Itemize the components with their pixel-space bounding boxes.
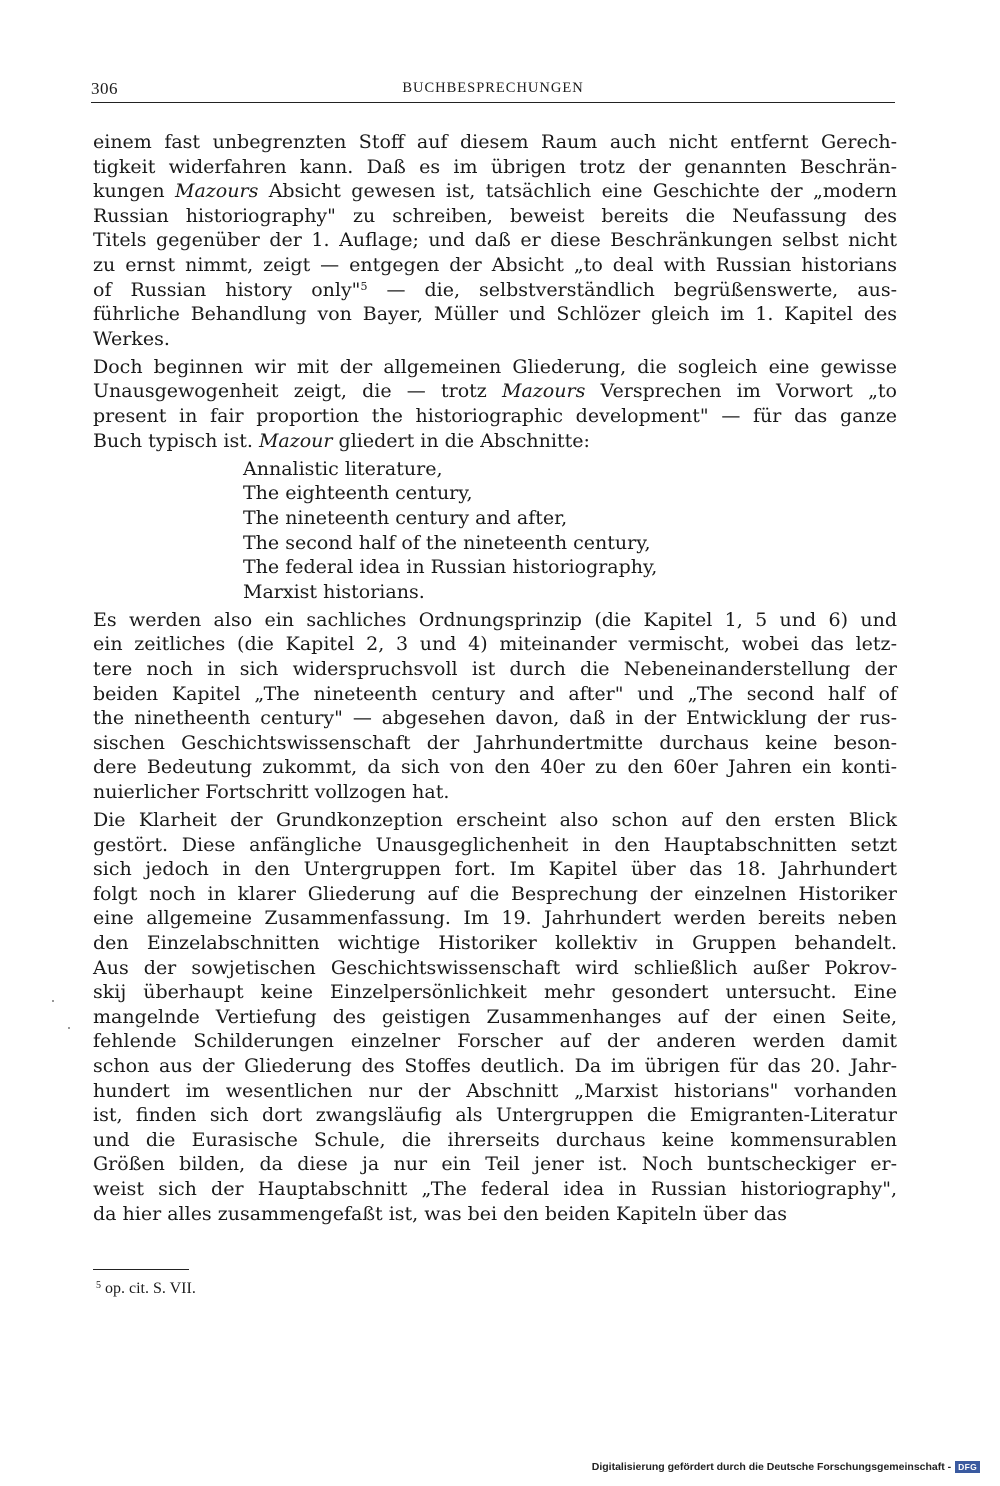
- text-line: den Einzelabschnitten wichtige Historiker kollektiv in Gruppen behandelt.: [93, 932, 897, 954]
- text-line: folgt noch in klarer Gliederung auf die Besprechung der einzelnen Historiker: [93, 882, 897, 905]
- text-line: Doch beginnen wir mit der allgemeinen Gliederung, die sogleich eine gewisse: [93, 355, 897, 378]
- dfg-logo: DFG: [955, 1461, 980, 1473]
- text-line: mangelnde Vertiefung des geistigen Zusammenhanges auf der einen Seite,: [93, 1005, 897, 1028]
- text-line: of Russian history only"$^5$ — die, selbstverständlich begrüßenswerte, aus-: [93, 278, 897, 301]
- chapter-list: [93, 457, 897, 605]
- chapter-list-item: The nineteenth century and after,: [243, 506, 568, 529]
- chapter-list-item: Marxist historians.: [243, 580, 425, 603]
- footnote: [96, 1280, 196, 1298]
- text-line: kungen Mazours Absicht gewesen ist, tatsächlich eine Geschichte der „modern: [93, 180, 897, 203]
- footnote-text: op. cit. S. VII.: [105, 1280, 196, 1297]
- text-line: gestört. Diese anfängliche Unausgeglichenheit in den Hauptabschnitten setzt: [93, 833, 897, 856]
- text-line: zu ernst nimmt, zeigt — entgegen der Absicht „to deal with Russian historians: [93, 253, 897, 276]
- text-line: einem fast unbegrenzten Stoff auf diesem Raum auch nicht entfernt Gerech-: [93, 131, 897, 153]
- digitization-text: Digitalisierung gefördert durch die Deutsche Forschungsgemeinschaft -: [591, 1461, 952, 1473]
- text-line: tigkeit widerfahren kann. Daß es im übrigen trotz der genannten Beschrän-: [93, 155, 897, 178]
- chapter-list-item: The federal idea in Russian historiography,: [243, 556, 658, 579]
- text-line: Buch typisch ist. Mazour gliedert in die Abschnitte:: [93, 429, 590, 452]
- text-line: Größen bilden, da diese ja nur ein Teil jener ist. Noch buntscheckiger er-: [93, 1153, 897, 1176]
- chapter-list-item: The second half of the nineteenth century,: [243, 531, 651, 554]
- body-text: [93, 130, 897, 1230]
- text-line: dere Bedeutung zukommt, da sich von den 40er zu den 60er Jahren ein konti-: [93, 756, 897, 779]
- scan-speck: [68, 1027, 70, 1029]
- text-line: sich jedoch in den Untergruppen fort. Im Kapitel über das 18. Jahrhundert: [93, 858, 897, 881]
- text-line: beiden Kapitel „The nineteenth century and after" und „The second half of: [93, 682, 897, 705]
- digitization-note: [592, 1461, 980, 1473]
- text-line: Die Klarheit der Grundkonzeption erscheint also schon auf den ersten Blick: [93, 809, 897, 832]
- chapter-list-item: The eighteenth century,: [243, 482, 473, 505]
- text-line: weist sich der Hauptabschnitt „The federal idea in Russian historiography",: [93, 1177, 897, 1200]
- chapter-list-item: Annalistic literature,: [243, 457, 443, 480]
- text-line: eine allgemeine Zusammenfassung. Im 19. Jahrhundert werden bereits neben: [93, 907, 897, 930]
- text-line: da hier alles zusammengefaßt ist, was bei den beiden Kapiteln über das: [93, 1202, 787, 1225]
- footnote-rule: [93, 1269, 189, 1270]
- text-line: nuierlicher Fortschritt vollzogen hat.: [93, 780, 450, 803]
- text-line: tere noch in sich widerspruchsvoll ist durch die Nebeneinanderstellung der: [93, 657, 897, 680]
- text-line: Es werden also ein sachliches Ordnungsprinzip (die Kapitel 1, 5 und 6) und: [93, 608, 897, 631]
- text-line: und die Eurasische Schule, die ihrerseits durchaus keine kommensurablen: [93, 1128, 897, 1151]
- text-line: ein zeitliches (die Kapitel 2, 3 und 4) miteinander vermischt, wobei das letz-: [93, 633, 897, 656]
- scan-speck: [52, 1000, 54, 1002]
- text-line: ist, finden sich dort zwangsläufig als Untergruppen die Emigranten-Literatur: [93, 1104, 897, 1127]
- text-line: schon aus der Gliederung des Stoffes deutlich. Da im übrigen für das 20. Jahr-: [93, 1054, 897, 1077]
- text-line: the ninetheenth century" — abgesehen davon, daß in der Entwicklung der rus-: [93, 707, 897, 730]
- text-line: Titels gegenüber der 1. Auflage; und daß er diese Beschränkungen selbst nicht: [93, 229, 897, 252]
- text-line: sischen Geschichtswissenschaft der Jahrhundertmitte durchaus keine beson-: [93, 731, 897, 754]
- page-header: [91, 78, 895, 103]
- text-line: Unausgewogenheit zeigt, die — trotz Mazours Versprechen im Vorwort „to: [93, 380, 897, 403]
- text-line: present in fair proportion the historiographic development" — für das ganze: [93, 405, 897, 428]
- text-line: Werkes.: [93, 327, 170, 350]
- text-line: Aus der sowjetischen Geschichtswissenschaft wird schließlich außer Pokrov-: [93, 956, 897, 979]
- text-line: skij überhaupt keine Einzelpersönlichkeit mehr gesondert untersucht. Eine: [93, 981, 897, 1004]
- paragraph-1: [93, 130, 897, 351]
- paragraph-2: [93, 355, 897, 453]
- text-line: hundert im wesentlichen nur der Abschnitt „Marxist historians" vorhanden: [93, 1079, 897, 1102]
- text-line: führliche Behandlung von Bayer, Müller und Schlözer gleich im 1. Kapitel des: [93, 303, 897, 326]
- paragraph-3: [93, 608, 897, 805]
- footnote-marker: 5: [96, 1280, 101, 1291]
- paragraph-4: [93, 808, 897, 1226]
- text-line: fehlende Schilderungen einzelner Forscher auf der anderen werden damit: [93, 1030, 897, 1053]
- text-line: Russian historiography" zu schreiben, beweist bereits die Neufassung des: [93, 204, 897, 227]
- running-head: BUCHBESPRECHUNGEN: [402, 80, 584, 96]
- page-number: 306: [91, 79, 118, 98]
